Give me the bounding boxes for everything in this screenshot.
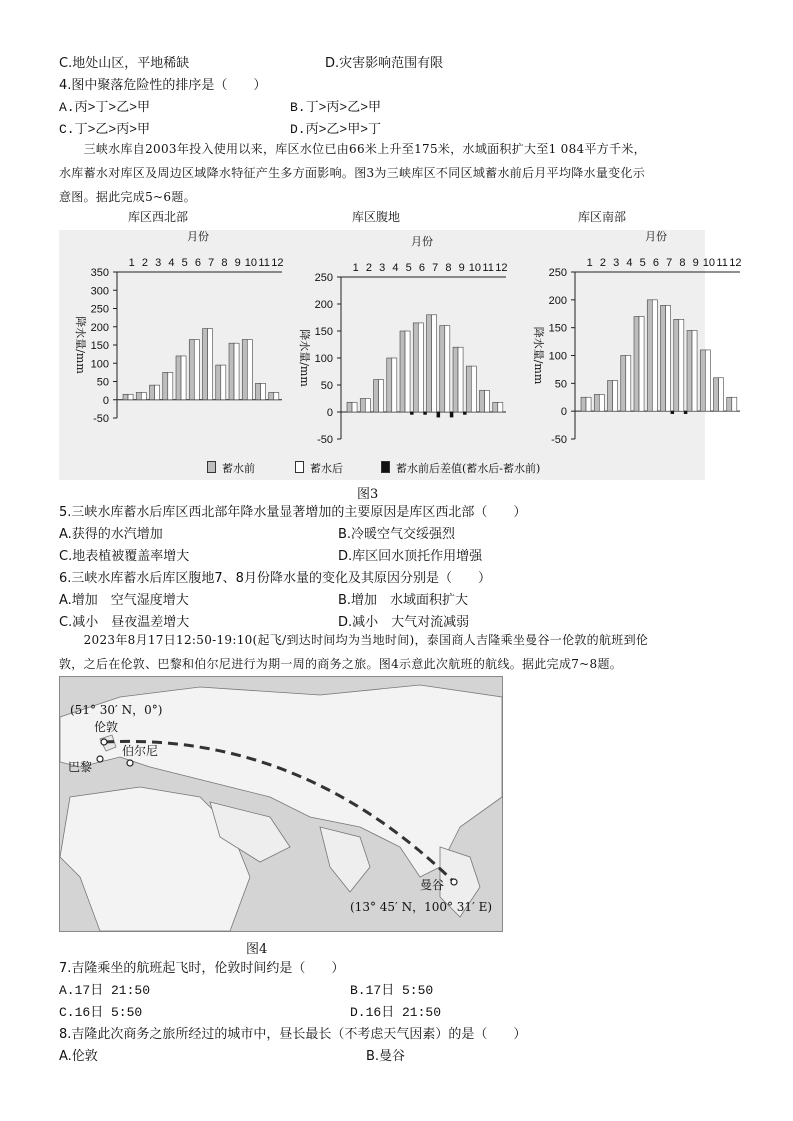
chart-3-xtick-label: 11 — [716, 257, 728, 269]
option-4d: D.丙>乙>甲>丁 — [290, 122, 382, 137]
chart-3-xtick-label: 7 — [666, 257, 673, 269]
chart-2-xtick-label: 9 — [458, 262, 465, 274]
chart-1-bar-before — [123, 394, 128, 399]
chart-2-bar-before — [427, 315, 432, 412]
chart-1-bar-after — [234, 343, 239, 400]
chart-2-bar-after — [458, 347, 463, 412]
passage-2 — [59, 628, 739, 676]
chart-1-bar-after — [208, 329, 213, 400]
option-5c: C.地表植被覆盖率增大 — [59, 549, 190, 564]
chart-3-bar-before — [647, 300, 652, 411]
legend-diff — [381, 460, 540, 476]
legend-before — [207, 460, 255, 476]
option-4c: C.丁>乙>丙>甲 — [59, 122, 151, 137]
chart-1-bar-after — [168, 372, 173, 399]
chart-2-bar-before — [374, 380, 379, 412]
chart-3-xtick-label: 2 — [599, 257, 606, 269]
chart-1-ytick-label: 300 — [90, 285, 109, 298]
chart-2-xtick-label: 6 — [418, 262, 425, 274]
paris-marker — [97, 756, 103, 762]
chart-2-bar-diff — [437, 412, 441, 417]
chart-3-ytick-label: 150 — [548, 322, 567, 335]
figure-3 — [59, 230, 742, 480]
chart-3-y-axis-label: 降水量/mm — [532, 326, 545, 385]
chart-3-ytick-label: 250 — [548, 267, 567, 279]
option-4b: B.丁>丙>乙>甲 — [290, 100, 382, 115]
bern-marker — [127, 760, 133, 766]
chart-3-bar-after — [639, 317, 644, 412]
chart-1-bar-before — [136, 392, 141, 399]
chart-1-xtick-label: 11 — [258, 257, 270, 269]
question-7-stem: 7.吉隆乘坐的航班起飞时，伦敦时间约是（ ） — [59, 961, 345, 976]
chart-3-bar-after — [692, 330, 697, 411]
chart-1-bar-after — [274, 392, 279, 399]
chart-2-bar-after — [485, 390, 490, 412]
legend-after-label: 蓄水后 — [310, 462, 343, 475]
question-5-stem: 5.三峡水库蓄水后库区西北部年降水量显著增加的主要原因是库区西北部（ ） — [59, 505, 527, 520]
chart-2-xtick-label: 12 — [495, 262, 508, 274]
passage-1-line-2: 水库蓄水对库区及周边区域降水特征产生多方面影响。图3为三峡库区不同区域蓄水前后月平均降水量变化示 — [59, 166, 646, 180]
passage-1-line-3: 意图。据此完成5~6题。 — [59, 190, 196, 204]
chart-1-bar-before — [176, 356, 181, 400]
chart-1-xtick-label: 4 — [168, 257, 175, 269]
chart-1-bar-after — [181, 356, 186, 400]
chart-1-bar-before — [163, 372, 168, 399]
chart-2-bar-after — [392, 358, 397, 412]
chart-2-bar-after — [365, 399, 370, 413]
bangkok-coordinate: (13° 45′ N，100° 31′ E) — [350, 900, 493, 914]
paris-label: 巴黎 — [68, 760, 93, 774]
chart-2-xtick-label: 10 — [468, 262, 481, 274]
chart-2-xtick-label: 3 — [379, 262, 386, 274]
figure-3-charts — [59, 230, 742, 480]
chart-1-bar-after — [155, 385, 160, 400]
chart-1-xtick-label: 2 — [141, 257, 148, 269]
chart-2-bar-after — [405, 331, 410, 412]
chart-1-xtick-label: 12 — [271, 257, 284, 269]
chart-3-xtick-label: 8 — [679, 257, 686, 269]
chart-2-ytick-label: 100 — [314, 353, 333, 365]
question-4-stem: 4.图中聚落危险性的排序是（ ） — [59, 78, 267, 93]
figure-4-caption: 图4 — [246, 942, 268, 957]
chart-3-bar-before — [661, 305, 666, 411]
chart-3-x-axis-label: 月份 — [645, 230, 667, 243]
chart-1-xtick-label: 10 — [244, 257, 257, 269]
chart-1-ytick-label: 0 — [102, 394, 109, 407]
chart-1-bar-after — [194, 340, 199, 400]
chart-1-ytick-label: 150 — [90, 340, 109, 352]
bangkok-label: 曼谷 — [420, 878, 445, 892]
chart-3-xtick-label: 6 — [652, 257, 659, 269]
option-5b: B.冷暖空气交绥强烈 — [338, 527, 456, 542]
chart-3-bar-before — [714, 378, 719, 411]
chart-1-title: 库区西北部 — [128, 210, 189, 224]
legend-diff-label: 蓄水前后差值(蓄水后-蓄水前) — [396, 462, 541, 475]
chart-2-xtick-label: 8 — [445, 262, 452, 274]
chart-3-bar-after — [613, 381, 618, 412]
chart-2-ytick-label: 250 — [314, 272, 333, 284]
figure-3-caption: 图3 — [357, 487, 379, 502]
option-7c: C.16日 5:50 — [59, 1005, 143, 1020]
figure-4-map — [59, 676, 503, 932]
chart-2-ytick-label: 50 — [320, 380, 333, 392]
chart-3-bar-after — [652, 300, 657, 411]
chart-1-ytick-label: 250 — [90, 303, 109, 316]
chart-3-xtick-label: 9 — [692, 257, 699, 269]
legend-after-swatch — [295, 461, 304, 473]
chart-1-bar-before — [242, 340, 247, 400]
chart-1-bar-after — [261, 383, 266, 399]
legend-before-label: 蓄水前 — [222, 462, 255, 475]
chart-1-bar-after — [247, 340, 252, 400]
chart-2-bar-after — [379, 380, 384, 412]
chart-1-ytick-label: 350 — [90, 267, 109, 279]
chart-1-xtick-label: 8 — [221, 257, 228, 269]
option-5d: D.库区回水顶托作用增强 — [338, 549, 483, 564]
chart-3-bar-after — [666, 305, 671, 411]
chart-2-y-axis-label: 降水量/mm — [298, 329, 311, 387]
bern-label: 伯尔尼 — [122, 744, 159, 758]
chart-1-bar-before — [229, 343, 234, 400]
chart-1-ytick-label: 200 — [90, 321, 109, 334]
chart-3-bar-after — [679, 319, 684, 411]
chart-1-xtick-label: 9 — [234, 257, 241, 269]
option-6a: A.增加 空气湿度增大 — [59, 593, 189, 608]
chart-2-bar-before — [466, 366, 471, 412]
chart-3-bar-before — [634, 317, 639, 412]
chart-2-bar-before — [400, 331, 405, 412]
chart-2-xtick-label: 1 — [352, 262, 359, 274]
chart-2-bar-after — [432, 315, 437, 412]
chart-2-ytick-label: -50 — [317, 434, 333, 446]
london-label: 伦敦 — [94, 720, 119, 734]
chart-3-bar-before — [594, 394, 599, 411]
chart-1-bar-before — [189, 340, 194, 400]
chart-2-bar-diff — [450, 412, 454, 417]
chart-2-bar-before — [453, 347, 458, 412]
route-map — [60, 677, 502, 931]
chart-2-bar-after — [498, 402, 503, 412]
chart-3-xtick-label: 5 — [639, 257, 646, 269]
option-6d: D.减小 大气对流减弱 — [338, 615, 470, 630]
chart-1-xtick-label: 3 — [155, 257, 162, 269]
chart-2-xtick-label: 4 — [392, 262, 399, 274]
chart-3-xtick-label: 3 — [613, 257, 620, 269]
chart-1-ytick-label: 100 — [90, 358, 109, 371]
chart-1-ytick-label: -50 — [93, 413, 109, 425]
chart-3-bar-before — [687, 330, 692, 411]
legend-after — [295, 460, 343, 476]
chart-2-bar-before — [387, 358, 392, 412]
chart-2-bar-before — [493, 402, 498, 412]
question-8-stem: 8.吉隆此次商务之旅所经过的城市中，昼长最长（不考虑天气因素）的是（ ） — [59, 1027, 527, 1042]
chart-2-bar-diff — [463, 412, 467, 415]
chart-1-bar-before — [203, 329, 208, 400]
question-6-stem: 6.三峡水库蓄水后库区腹地7、8月份降水量的变化及其原因分别是（ ） — [59, 571, 491, 586]
chart-2-title: 库区腹地 — [352, 210, 401, 224]
chart-1-bar-before — [150, 385, 155, 400]
chart-3-bar-before — [674, 319, 679, 411]
london-marker — [101, 739, 107, 745]
chart-2-xtick-label: 7 — [432, 262, 439, 274]
legend-before-swatch — [207, 461, 216, 473]
chart-3-bar-before — [608, 381, 613, 412]
passage-1 — [59, 137, 739, 209]
chart-1-bar-after — [141, 392, 146, 399]
passage-2-line-1: 2023年8月17日12:50-19:10(起飞/到达时间均为当地时间)，泰国商人吉隆乘坐曼谷一伦敦的航班到伦 — [59, 633, 649, 647]
chart-2-bar-diff — [410, 412, 414, 415]
option-4a: A.丙>丁>乙>甲 — [59, 100, 151, 115]
chart-3-bar-before — [621, 356, 626, 412]
chart-3-ytick-label: 200 — [548, 294, 567, 307]
chart-3-xtick-label: 12 — [729, 257, 742, 269]
chart-3-bar-after — [705, 350, 710, 411]
chart-2-bar-diff — [423, 412, 427, 415]
chart-3-ytick-label: -50 — [551, 434, 567, 446]
chart-3-xtick-label: 4 — [626, 257, 633, 269]
option-7a: A.17日 21:50 — [59, 983, 151, 998]
chart-2-xtick-label: 5 — [405, 262, 412, 274]
chart-2-ytick-label: 0 — [326, 407, 333, 419]
chart-2-bar-after — [471, 366, 476, 412]
chart-2-bar-before — [413, 323, 418, 412]
chart-3-ytick-label: 50 — [554, 378, 567, 391]
chart-3-ytick-label: 100 — [548, 350, 567, 363]
chart-3-xtick-label: 10 — [702, 257, 715, 269]
chart-3-bar-diff — [684, 411, 688, 414]
chart-2-bar-after — [418, 323, 423, 412]
chart-2-ytick-label: 150 — [314, 326, 333, 338]
chart-1-bar-before — [256, 383, 261, 399]
option-3d: D.灾害影响范围有限 — [325, 56, 444, 71]
chart-2-bar-after — [445, 326, 450, 412]
passage-1-line-1: 三峡水库自2003年投入使用以来，库区水位已由66米上升至175米，水域面积扩大至1 084平方千米， — [59, 142, 646, 156]
chart-2-xtick-label: 2 — [365, 262, 372, 274]
bangkok-marker — [451, 879, 457, 885]
london-coordinate: (51° 30′ N，0°) — [70, 703, 163, 717]
option-7d: D.16日 21:50 — [350, 1005, 442, 1020]
option-8b: B.曼谷 — [366, 1049, 406, 1064]
chart-3-bar-after — [586, 397, 591, 411]
chart-3-bar-after — [732, 397, 737, 411]
chart-3-ytick-label: 0 — [560, 406, 567, 419]
chart-2-x-axis-label: 月份 — [411, 235, 433, 248]
chart-2-bar-after — [352, 402, 357, 412]
chart-1-y-axis-label: 降水量/mm — [74, 316, 87, 374]
chart-3-bar-before — [581, 397, 586, 411]
chart-1-bar-before — [216, 365, 221, 400]
option-6c: C.减小 昼夜温差增大 — [59, 615, 190, 630]
chart-3-title: 库区南部 — [578, 210, 627, 224]
option-6b: B.增加 水域面积扩大 — [338, 593, 469, 608]
chart-3-xtick-label: 1 — [586, 257, 593, 269]
option-3c: C.地处山区，平地稀缺 — [59, 56, 190, 71]
chart-3-bar-after — [626, 356, 631, 412]
chart-1-xtick-label: 7 — [208, 257, 215, 269]
chart-1-x-axis-label: 月份 — [187, 230, 209, 243]
chart-1-xtick-label: 5 — [181, 257, 188, 269]
passage-2-line-2: 敦，之后在伦敦、巴黎和伯尔尼进行为期一周的商务之旅。图4示意此次航班的航线。据此完成7~8题。 — [59, 657, 623, 671]
legend-diff-swatch — [381, 461, 390, 473]
chart-1-bar-after — [128, 394, 133, 399]
chart-3-bar-before — [727, 397, 732, 411]
chart-1-bar-before — [269, 392, 274, 399]
chart-2-bar-before — [480, 390, 485, 412]
chart-1-ytick-label: 50 — [96, 376, 109, 389]
chart-3-bar-after — [719, 378, 724, 411]
option-7b: B.17日 5:50 — [350, 983, 434, 998]
chart-3-bar-diff — [671, 411, 675, 414]
chart-2-bar-before — [440, 326, 445, 412]
option-8a: A.伦敦 — [59, 1049, 98, 1064]
chart-3-bar-after — [599, 394, 604, 411]
chart-2-xtick-label: 11 — [482, 262, 494, 274]
chart-3-bar-before — [700, 350, 705, 411]
chart-1-bar-after — [221, 365, 226, 400]
chart-2-bar-before — [347, 402, 352, 412]
chart-2-ytick-label: 200 — [314, 299, 333, 311]
chart-1-xtick-label: 1 — [128, 257, 135, 269]
chart-2-bar-before — [360, 399, 365, 413]
chart-1-xtick-label: 6 — [194, 257, 201, 269]
option-5a: A.获得的水汽增加 — [59, 527, 163, 542]
